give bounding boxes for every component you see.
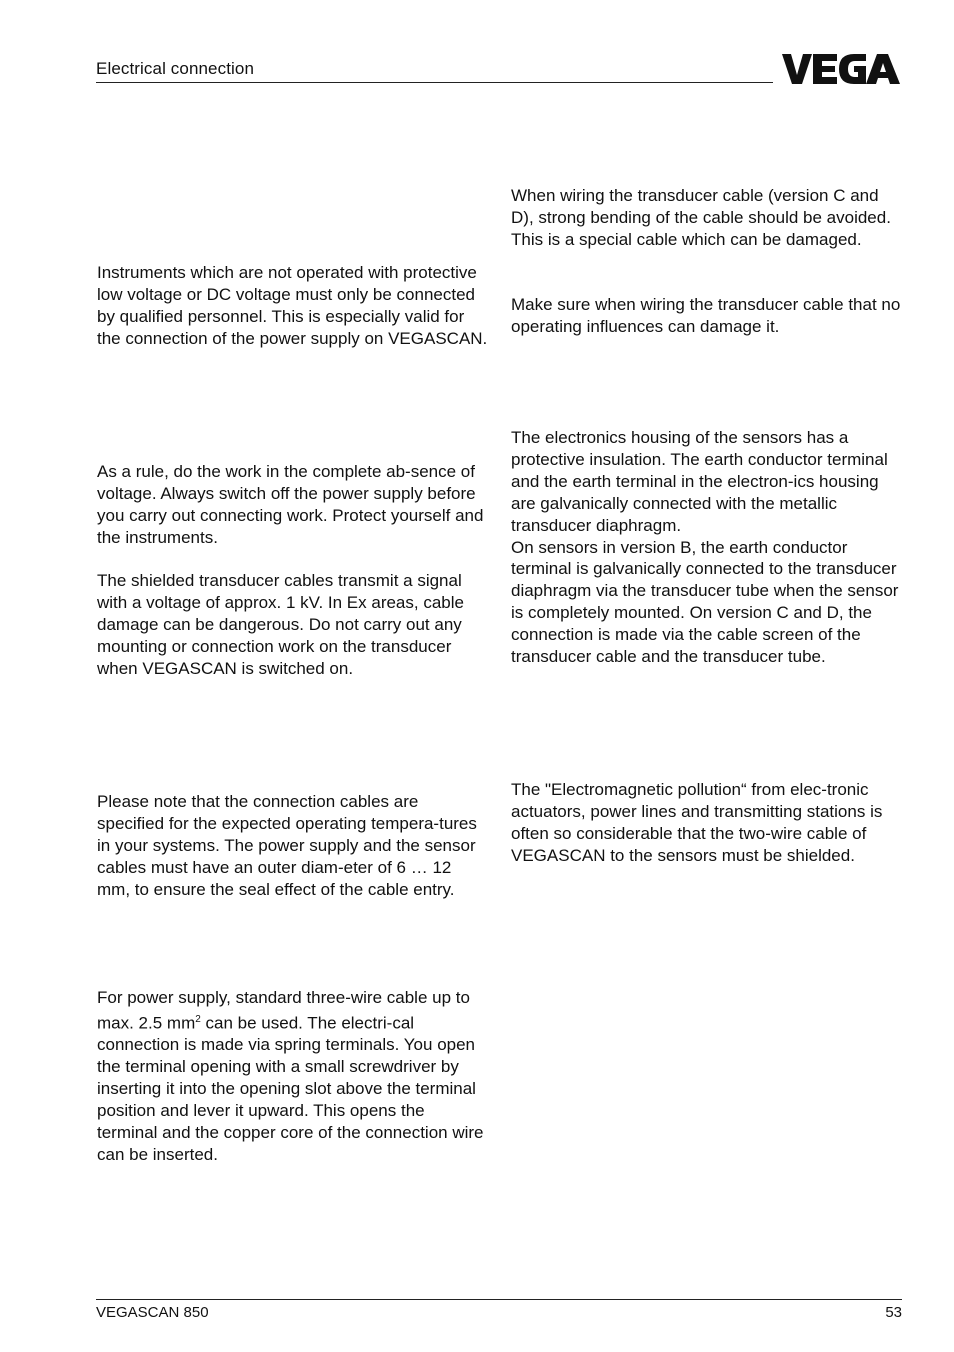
paragraph-operating-influences: Make sure when wiring the transducer cable that no operating influences can damage it. <box>511 295 901 336</box>
paragraph-transducer-cable-voltage: The shielded transducer cables transmit a signal with a voltage of approx. 1 kV. In Ex areas, cable damage can be dangerous. Do not carry out any mounting or connection work on the transducer when VEGASCAN is switched on. <box>97 571 464 678</box>
paragraph-absence-of-voltage: As a rule, do the work in the complete ab-sence of voltage. Always switch off the power supply before you carry out connecting work. Protect yourself and the instruments. <box>97 462 484 547</box>
product-name: VEGASCAN 850 <box>96 1304 209 1321</box>
paragraph-qualified-personnel: Instruments which are not operated with protective low voltage or DC voltage must only be connected by qualified personnel. This is especially valid for the connection of the power supply on VEGASCAN. <box>97 263 488 348</box>
paragraph-protective-insulation: The electronics housing of the sensors has a protective insulation. The earth conductor terminal and the earth terminal in the electron-ics housing are galvanically connected with the metallic transducer diaphragm. On sensors in version B, the earth conductor terminal is galvanically connected to the transducer diaphragm via the transducer tube when the sensor is completely mounted. On version C and D, the connection is made via the cable screen of the transducer cable and the transducer tube. <box>511 428 899 667</box>
paragraph-electromagnetic-pollution: The "Electromagnetic pollution“ from elec-tronic actuators, power lines and transmitting stations is often so considerable that the two-wire cable of VEGASCAN to the sensors must be shielded. <box>511 780 883 865</box>
header-divider <box>96 82 773 83</box>
vega-logo <box>782 52 902 86</box>
page-number: 53 <box>885 1304 902 1321</box>
footer-divider <box>96 1299 902 1300</box>
paragraph-transducer-cable-bending: When wiring the transducer cable (version C and D), strong bending of the cable should be avoided. This is a special cable which can be damaged. <box>511 186 891 249</box>
paragraph-power-supply-cable: For power supply, standard three-wire cable up to max. 2.5 $mm^2$ can be used. The electri-cal connection is made via spring terminals. You open the terminal opening with a small screwdriver by inserting it into the opening slot above the terminal position and lever it upward. This opens the terminal and the copper core of the connection wire can be inserted. <box>97 988 484 1164</box>
section-title: Electrical connection <box>96 59 255 78</box>
paragraph-connection-cables: Please note that the connection cables are specified for the expected operating tempera-tures in your systems. The power supply and the sensor cables must have an outer diam-eter of 6 … 12 mm, to ensure the seal effect of the cable entry. <box>97 792 477 899</box>
